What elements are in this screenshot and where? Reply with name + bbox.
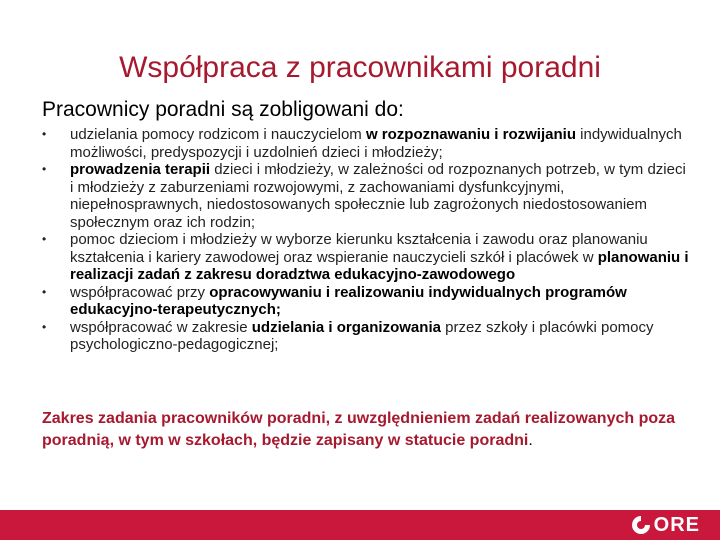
duty-list-item [42,161,692,231]
duty-text-bold: udzielania i organizowania [251,318,441,336]
summary-main: Zakres zadania pracowników poradni, z uwzględnieniem zadań realizowanych poza poradnią, w tym w szkołach, będzie zapisany w statucie poradni [42,410,676,449]
duty-text: współpracować przy [70,283,210,301]
summary-text [42,408,682,452]
duty-text-bold: prowadzenia terapii [70,161,211,178]
ore-logo-icon [630,514,652,536]
duty-text: dzieci i młodzieży, w zależności od rozpoznanych potrzeb, w tym dzieci i młodzieży z zaburzeniami rozwojowymi, z zachowaniami dysfunkcyjnymi, niepełnosprawnych, niedostosowanych społecznie lub zagrożonych niedostosowaniem społecznym oraz ich rodzin; [70,161,686,231]
ore-logo-text: ORE [653,513,700,536]
duty-text: indywidualnych możliwości, predyspozycji i uzdolnień dzieci i młodzieży; [70,126,682,161]
duty-list-item [42,126,692,161]
bullet-dot-icon: • [42,127,47,141]
duties-list [42,126,692,354]
duty-text-bold: planowaniu i realizacji zadań z zakresu doradztwa edukacyjno-zawodowego [70,248,689,283]
duty-text-bold: w rozpoznawaniu i rozwijaniu [365,126,576,143]
duty-text: przez szkoły i placówki pomocy psychologiczno-pedagogicznej; [70,318,654,353]
duty-list-item [42,284,692,319]
footer-bar [0,510,720,540]
duty-text: współpracować w zakresie [70,318,252,336]
slide-subtitle: Pracownicy poradni są zobligowani do: [42,98,404,121]
duty-text: pomoc dzieciom i młodzieży w wyborze kierunku kształcenia i zawodu oraz planowaniu kształcenia i kariery zawodowej oraz wspieranie nauczycieli szkół i placówek w [70,231,648,266]
bullet-dot-icon: • [42,232,47,246]
bullet-dot-icon: • [42,162,47,176]
summary-tail: . [528,432,533,449]
bullet-dot-icon: • [42,284,47,299]
duty-text: udzielania pomocy rodzicom i nauczycielom [70,126,366,143]
duty-list-item [42,231,692,284]
duty-text-bold: opracowywaniu i realizowaniu indywidualnych programów edukacyjno-terapeutycznych; [70,283,627,318]
ore-logo [630,514,700,536]
duty-list-item [42,319,692,354]
slide-title: Współpraca z pracownikami poradni [119,51,601,84]
bullet-dot-icon: • [42,319,47,334]
